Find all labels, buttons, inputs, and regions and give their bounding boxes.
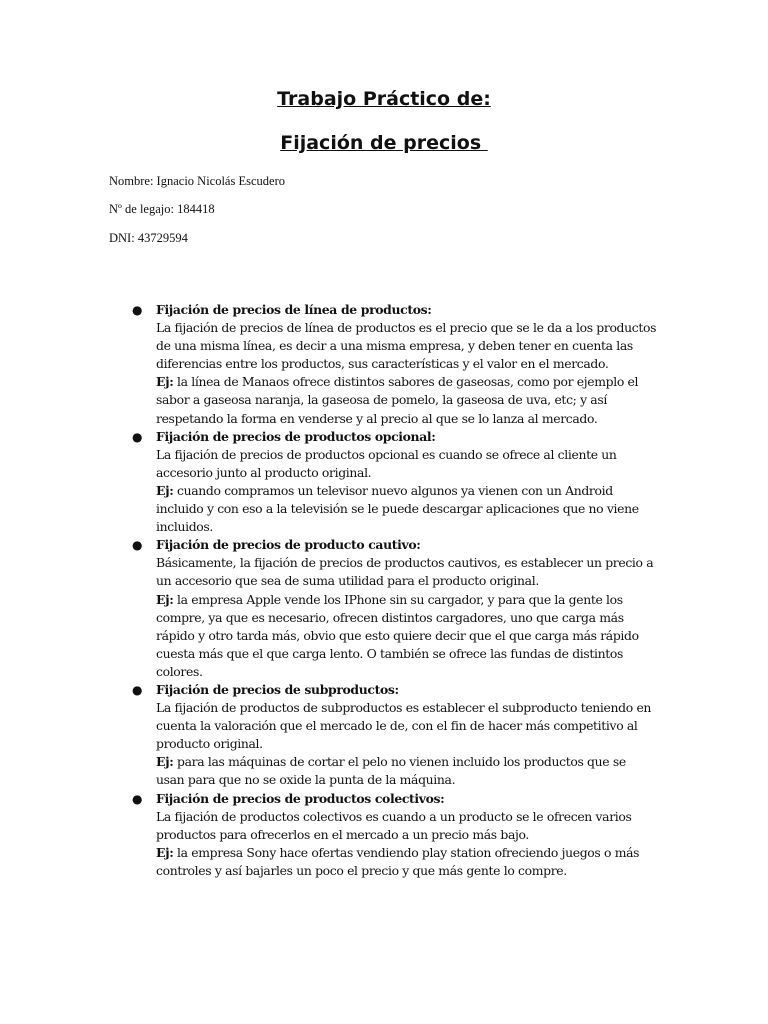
bullet-icon: ● bbox=[132, 791, 143, 806]
item-heading: Fijación de precios de producto cautivo: bbox=[156, 537, 421, 553]
example-label: Ej: bbox=[156, 374, 174, 390]
item-text-line: La fijación de precios de productos opcional es cuando se ofrece al cliente un bbox=[156, 446, 617, 462]
student-legajo: Nº de legajo: 184418 bbox=[109, 202, 215, 216]
item-text-line: accesorio junto al producto original. bbox=[156, 464, 372, 480]
item-text-line: cuenta la valoración que el mercado le de, con el fin de hacer más competitivo al bbox=[156, 718, 638, 734]
item-text-line: producto original. bbox=[156, 736, 263, 752]
item-heading: Fijación de precios de línea de productos: bbox=[156, 302, 432, 317]
example-line bbox=[156, 373, 670, 391]
example-label: Ej: bbox=[156, 844, 174, 860]
example-line bbox=[156, 482, 670, 500]
list-item bbox=[130, 428, 670, 537]
example-line: colores. bbox=[156, 663, 203, 679]
item-heading: Fijación de precios de subproductos: bbox=[156, 681, 399, 697]
example-label: Ej: bbox=[156, 482, 174, 498]
student-dni: DNI: 43729594 bbox=[109, 231, 188, 245]
item-text-line: diferencias entre los productos, sus características y el valor en el mercado. bbox=[156, 356, 609, 372]
list-item bbox=[130, 790, 670, 880]
item-text-line: Básicamente, la fijación de precios de productos cautivos, es establecer un precio a bbox=[156, 555, 654, 571]
item-text-line: productos para ofrecerlos en el mercado a un precio más bajo. bbox=[156, 826, 529, 842]
item-heading: Fijación de precios de productos colectivos: bbox=[156, 790, 445, 806]
pricing-strategies-list bbox=[130, 301, 670, 880]
page-subtitle: Fijación de precios bbox=[280, 132, 488, 154]
example-text: la línea de Manaos ofrece distintos sabores de gaseosas, como por ejemplo el bbox=[173, 374, 639, 390]
example-line: rápido y otro tarda más, obvio que esto quiere decir que el que carga más rápido bbox=[156, 627, 639, 643]
example-label: Ej: bbox=[156, 591, 174, 607]
list-item bbox=[130, 536, 670, 681]
example-line: controles y así bajarles un poco el precio y que más gente lo compre. bbox=[156, 862, 567, 878]
example-text: cuando compramos un televisor nuevo algunos ya vienen con un Android bbox=[173, 482, 613, 498]
bullet-icon: ● bbox=[132, 429, 143, 444]
item-text-line: de una misma línea, es decir a una misma empresa, y deben tener en cuenta las bbox=[156, 338, 633, 354]
example-line: compre, ya que es necesario, ofrecen distintos cargadores, uno que carga más bbox=[156, 609, 624, 625]
example-line bbox=[156, 844, 670, 862]
item-text-line: La fijación de productos colectivos es cuando a un producto se le ofrecen varios bbox=[156, 808, 632, 824]
example-line: respetando la forma en venderse y al precio al que se lo lanza al mercado. bbox=[156, 410, 598, 426]
bullet-icon: ● bbox=[132, 682, 143, 697]
example-line bbox=[156, 753, 670, 771]
example-text: la empresa Sony hace ofertas vendiendo play station ofreciendo juegos o más bbox=[173, 844, 640, 860]
item-text-line: un accesorio que sea de suma utilidad para el producto original. bbox=[156, 573, 539, 589]
list-item bbox=[130, 681, 670, 790]
student-name: Nombre: Ignacio Nicolás Escudero bbox=[109, 174, 285, 188]
example-text: para las máquinas de cortar el pelo no vienen incluido los productos que se bbox=[173, 754, 626, 770]
example-line bbox=[156, 591, 670, 609]
example-line: cuesta más que el que carga lento. O también se ofrece las fundas de distintos bbox=[156, 645, 624, 661]
example-line: usan para que no se oxide la punta de la máquina. bbox=[156, 772, 456, 788]
bullet-icon: ● bbox=[132, 303, 143, 317]
example-line: sabor a gaseosa naranja, la gaseosa de pomelo, la gaseosa de uva, etc; y así bbox=[156, 392, 607, 408]
example-line: incluido y con eso a la televisión se le puede descargar aplicaciones que no viene bbox=[156, 501, 639, 517]
example-label: Ej: bbox=[156, 754, 174, 770]
page-title: Trabajo Práctico de: bbox=[277, 88, 491, 110]
list-item bbox=[130, 301, 670, 428]
example-text: la empresa Apple vende los IPhone sin su cargador, y para que la gente los bbox=[173, 591, 623, 607]
example-line: incluidos. bbox=[156, 519, 213, 535]
bullet-icon: ● bbox=[132, 538, 143, 553]
item-heading: Fijación de precios de productos opcional: bbox=[156, 428, 436, 444]
item-text-line: La fijación de precios de línea de productos es el precio que se le da a los productos bbox=[156, 320, 657, 336]
item-text-line: La fijación de productos de subproductos es establecer el subproducto teniendo en bbox=[156, 700, 652, 716]
